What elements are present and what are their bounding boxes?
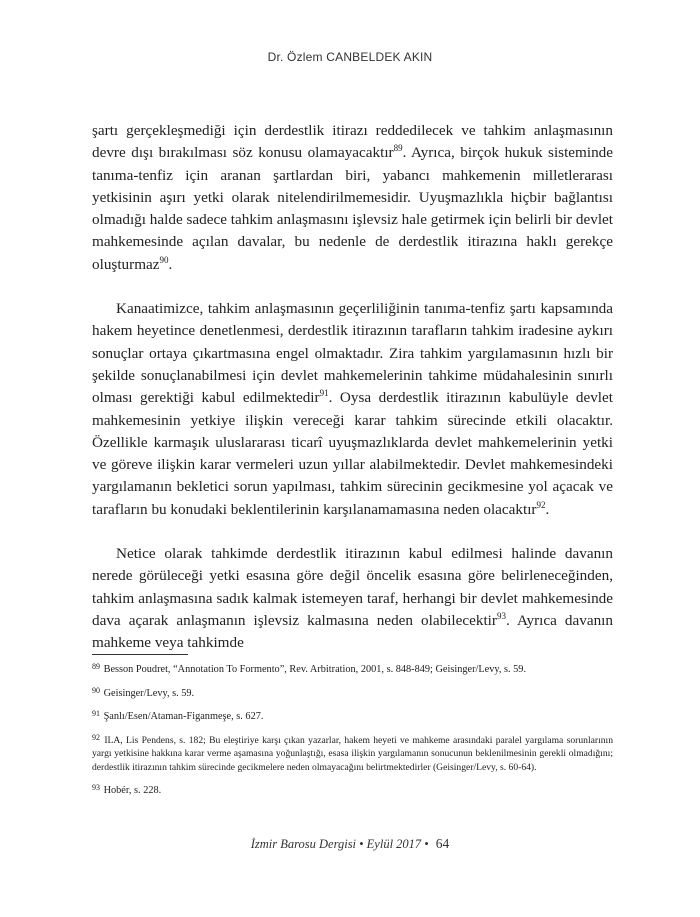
footnote-text: Besson Poudret, “Annotation To Formento”, Rev. Arbitration, 2001, s. 848-849; Geisinger/Levy, s. 59. bbox=[103, 664, 527, 675]
footnotes bbox=[92, 660, 613, 804]
footnote-number: 91 bbox=[92, 709, 100, 719]
footnote-text: Şanlı/Esen/Ataman-Figanmeşe, s. 627. bbox=[103, 711, 264, 723]
paragraph-text: Kanaatimizce, tahkim anlaşmasının geçerliliğinin tanıma-tenfiz şartı kapsamında hakem heyetince denetlenmesi, derdestlik itirazının tarafların tahkim iradesine aykırı sonuçlar ortaya çıkartmasına engel olmaktadır. Zira tahkim yargılamasının hızlı bir şekilde sonuçlanabilmesi için devlet mahkemelerinin tahkime müdahalesinin sınırlı olması gerektiği kabul edilmektedir bbox=[92, 300, 613, 407]
running-footer bbox=[0, 836, 700, 852]
paragraph bbox=[92, 120, 613, 276]
footnote bbox=[92, 660, 613, 678]
paragraph bbox=[92, 543, 613, 654]
body-text bbox=[92, 120, 613, 655]
footnote bbox=[92, 731, 613, 775]
page-number: 64 bbox=[435, 836, 450, 851]
footnote-text: ILA, Lis Pendens, s. 182; Bu eleştiriye karşı çıkan yazarlar, hakem heyeti ve mahkeme arasındaki paralel yargılama sorunlarının yargı yetkisine hakkına karar verme aşamasına yoğunlaştığı, esasa ilişkin yargılamanın sonucunun beklenilmesinin gerekli olmadığını; derdestlik itirazının tahkim sürecinde gecikmelere neden olmayacağını belirtmektedirler (Geisinger/Levy, s. 60-64). bbox=[92, 734, 613, 773]
footnote-number: 92 bbox=[92, 732, 100, 742]
footnote-number: 90 bbox=[92, 685, 100, 695]
paragraph-text: . bbox=[168, 255, 173, 273]
footnote-number: 93 bbox=[92, 782, 100, 792]
footnote-ref[interactable]: 92 bbox=[536, 499, 546, 510]
footnote bbox=[92, 684, 613, 702]
paragraph-text: . Ayrıca davanın mahkeme veya tahkimde bbox=[92, 611, 613, 652]
paragraph-text: . bbox=[545, 500, 550, 518]
footnote bbox=[92, 707, 613, 725]
footnote-ref[interactable]: 90 bbox=[159, 254, 169, 265]
paragraph-text: şartı gerçekleşmediği için derdestlik itirazı reddedilecek ve tahkim anlaşmasının devre dışı bırakılması söz konusu olamayacaktır bbox=[92, 122, 613, 162]
footnote-text: Hobér, s. 228. bbox=[103, 784, 162, 796]
journal-title: İzmir Barosu Dergisi • Eylül 2017 • bbox=[250, 837, 429, 851]
paragraph-text: . Ayrıca, birçok hukuk sisteminde tanıma-tenfiz için aranan şartlardan biri, yabancı mahkemenin milletlerarası yetkisinin aşırı yetki olarak nitelendirilmemesidir. Uyuşmazlıkla hiçbir bağlantısı olmadığı halde sadece tahkim anlaşmasını işlevsiz hale getirmek için belirli bir devlet mahkemesinde açılan davalar, bu nedenle de derdestlik itirazına haklı gerekçe oluşturmaz bbox=[92, 144, 613, 273]
footnote-number: 89 bbox=[92, 662, 100, 671]
running-header-author: Dr. Özlem CANBELDEK AKIN bbox=[267, 50, 433, 64]
paragraph bbox=[92, 298, 613, 521]
footnote bbox=[92, 781, 613, 799]
footnote-ref[interactable]: 93 bbox=[496, 610, 506, 621]
footnote-separator bbox=[92, 654, 188, 655]
footnote-ref[interactable]: 89 bbox=[393, 143, 403, 154]
footnote-text: Geisinger/Levy, s. 59. bbox=[103, 687, 195, 699]
paragraph-text: Netice olarak tahkimde derdestlik itirazının kabul edilmesi halinde davanın nerede görüleceği yetki esasına göre değil öncelik esasına göre belirleneceğinden, tahkim anlaşmasına sadık kalmak istemeyen taraf, herhangi bir devlet mahkemesinde dava açarak anlaşmanın işlevsiz kalmasına neden olabilecektir bbox=[92, 545, 613, 629]
paragraph-text: . Oysa derdestlik itirazının kabulüyle devlet mahkemesinin yetkiye ilişkin vereceği karar tahkim sürecinde etkili olacaktır. Özellikle karmaşık uluslararası ticarî uyuşmazlıklarda devlet mahkemelerinin yetki ve göreve ilişkin karar vermeleri uzun yıllar alabilmektedir. Devlet mahkemesindeki yargılamanın bekletici sorun yapılması, tahkim sürecinin gecikmesine yol açacak ve tarafların bu konudaki beklentilerinin karşılanamamasına neden olacaktır bbox=[92, 389, 613, 518]
footnote-ref[interactable]: 91 bbox=[319, 388, 329, 399]
